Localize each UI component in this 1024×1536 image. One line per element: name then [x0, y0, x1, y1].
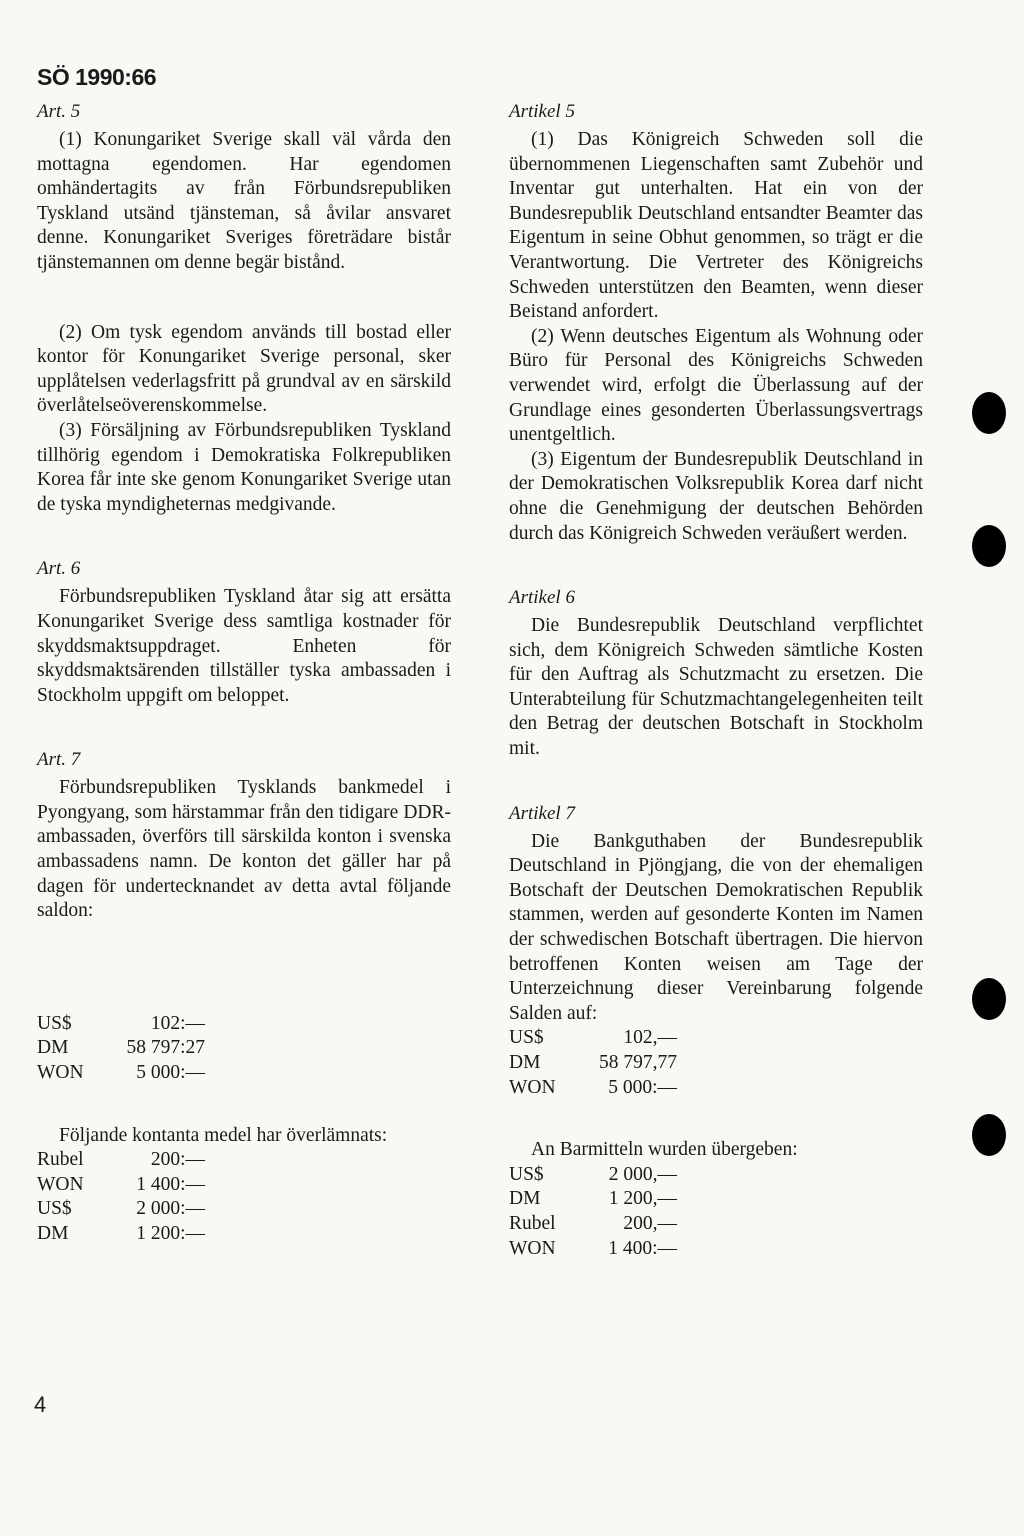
punch-hole: [972, 1114, 1006, 1156]
table-row: [37, 1148, 205, 1173]
article-7-paragraph: Förbundsrepubliken Tysklands bankmedel i Pyongyang, som härstammar från den tidigare DDR-ambassaden, överförs till särskilda konton i svenska ambassadens namn. De konton det gäller har på dagen för undertecknandet av detta avtal följande saldon:: [37, 777, 451, 922]
currency-cell: DM: [509, 1052, 541, 1073]
amount-cell: 1 200,—: [608, 1188, 677, 1210]
cash-table: [509, 1163, 677, 1261]
table-row: [37, 1197, 205, 1222]
account-balances-table: [509, 1026, 677, 1100]
currency-cell: DM: [37, 1223, 69, 1244]
amount-cell: 5 000:—: [136, 1062, 205, 1084]
amount-cell: 1 400:—: [608, 1237, 677, 1259]
amount-cell: 102,—: [623, 1027, 677, 1049]
artikel-5-paragraph-1: (1) Das Königreich Schweden soll die übernommenen Liegenschaften samt Zubehör und Inventar gut unterhalten. Hat ein von der Bundesrepublik Deutschland entsandter Beamter das Eigentum in seine Obhut genommen, so trägt er die Verantwortung. Die Vertreter des Königreichs Schweden unterstützen den Beamten, wenn dieser Beistand anfordert.: [509, 129, 923, 323]
artikel-5-paragraph-2: (2) Wenn deutsches Eigentum als Wohnung oder Büro für Personal des Königreichs Schweden verwendet wird, erfolgt die Überlassung auf der Grundlage eines gesonderten Überlassungsvertrags unentgeltlich.: [509, 325, 923, 446]
table-row: [37, 1036, 205, 1061]
artikel-6-title: Artikel 6: [509, 587, 575, 609]
amount-cell: 2 000,—: [608, 1163, 677, 1185]
article-5-paragraph-1: (1) Konungariket Sverige skall väl vårda den mottagna egendomen. Har egendomen omhändertagits av från Förbundsrepubliken Tyskland utsänd tjänsteman, så åvilar ansvaret denne. Konungariket Sveriges företrädare bistår tjänstemannen om denne begär bistånd.: [37, 129, 451, 273]
table-row: [509, 1076, 677, 1101]
amount-cell: 200:—: [150, 1149, 205, 1171]
table-row: [509, 1237, 677, 1262]
amount-cell: 58 797,77: [599, 1052, 677, 1073]
article-5-paragraph-2: (2) Om tysk egendom används till bostad eller kontor för Konungariket Sverige personal, sker upplåtelsen vederlagsfritt på grundval av en särskild överlåtelseöverenskommelse.: [37, 321, 451, 417]
amount-cell: 102:—: [150, 1012, 205, 1034]
table-row: [509, 1026, 677, 1051]
currency-cell: WON: [37, 1173, 84, 1195]
cash-intro: An Barmitteln wurden übergeben:: [531, 1139, 798, 1161]
amount-cell: 58 797:27: [126, 1037, 205, 1059]
article-6-paragraph: Förbundsrepubliken Tyskland åtar sig att ersätta Konungariket Sverige dess samtliga kostnader för skyddsmaktsuppdraget. Enheten för skyddsmaktsärenden tillställer tyska ambassaden i Stockholm uppgift om beloppet.: [37, 586, 451, 706]
page-number: 4: [34, 1392, 47, 1417]
amount-cell: 200,—: [623, 1212, 677, 1234]
table-row: [37, 1222, 205, 1247]
table-row: [37, 1061, 205, 1086]
punch-hole: [972, 392, 1006, 434]
table-row: [37, 1173, 205, 1198]
punch-hole: [972, 525, 1006, 567]
table-row: [509, 1051, 677, 1076]
punch-hole: [972, 978, 1006, 1020]
artikel-6-paragraph: Die Bundesrepublik Deutschland verpflichtet sich, dem Königreich Schweden sämtliche Kosten für den Auftrag als Schutzmacht zu ersetzen. Die Unterabteilung für Schutzmachtangelegenheiten teilt den Betrag der deutschen Botschaft in Stockholm mit.: [509, 615, 923, 760]
currency-cell: Rubel: [509, 1212, 556, 1234]
currency-cell: US$: [37, 1012, 72, 1034]
cash-intro: Följande kontanta medel har överlämnats:: [59, 1124, 388, 1146]
amount-cell: 1 200:—: [136, 1223, 205, 1244]
table-row: [509, 1163, 677, 1188]
currency-cell: WON: [509, 1237, 556, 1259]
amount-cell: 2 000:—: [136, 1198, 205, 1220]
artikel-7-title: Artikel 7: [509, 802, 575, 824]
currency-cell: DM: [37, 1037, 69, 1059]
currency-cell: US$: [37, 1198, 72, 1220]
currency-cell: Rubel: [37, 1149, 84, 1171]
table-row: [509, 1212, 677, 1237]
table-row: [37, 1012, 205, 1037]
cash-table: [37, 1148, 205, 1246]
currency-cell: US$: [509, 1163, 544, 1185]
article-5-paragraph-3: (3) Försäljning av Förbundsrepubliken Tyskland tillhörig egendom i Demokratiska Folkrepubliken Korea får inte ske genom Konungariket Sverige utan de tyska myndigheternas medgivande.: [37, 419, 451, 515]
artikel-7-paragraph: Die Bankguthaben der Bundesrepublik Deutschland in Pjöngjang, die von der ehemaligen Botschaft der Deutschen Demokratischen Republik stammen, werden auf gesonderte Konten im Namen der schwedischen Botschaft übertragen. Die hiervon betroffenen Konten weisen am Tage der Unterzeichnung dieser Vereinbarung folgende Salden auf:: [509, 830, 923, 1024]
currency-cell: US$: [509, 1027, 544, 1049]
german-column: [509, 100, 923, 1261]
artikel-5-title: Artikel 5: [509, 101, 575, 122]
artikel-5-paragraph-3: (3) Eigentum der Bundesrepublik Deutschland in der Demokratischen Volksrepublik Korea darf nicht ohne die Genehmigung der deutschen Behörden durch das Königreich Schweden veräußert werden.: [509, 448, 923, 544]
swedish-column: [37, 100, 451, 1247]
article-7-title: Art. 7: [37, 749, 81, 771]
table-row: [509, 1187, 677, 1212]
document-reference: SÖ 1990:66: [37, 64, 157, 90]
account-balances-table: [37, 1012, 205, 1086]
amount-cell: 1 400:—: [136, 1173, 205, 1195]
currency-cell: WON: [509, 1076, 556, 1098]
amount-cell: 5 000:—: [608, 1076, 677, 1098]
article-5-title: Art. 5: [37, 101, 81, 122]
currency-cell: DM: [509, 1188, 541, 1210]
article-6-title: Art. 6: [37, 558, 81, 580]
currency-cell: WON: [37, 1062, 84, 1084]
